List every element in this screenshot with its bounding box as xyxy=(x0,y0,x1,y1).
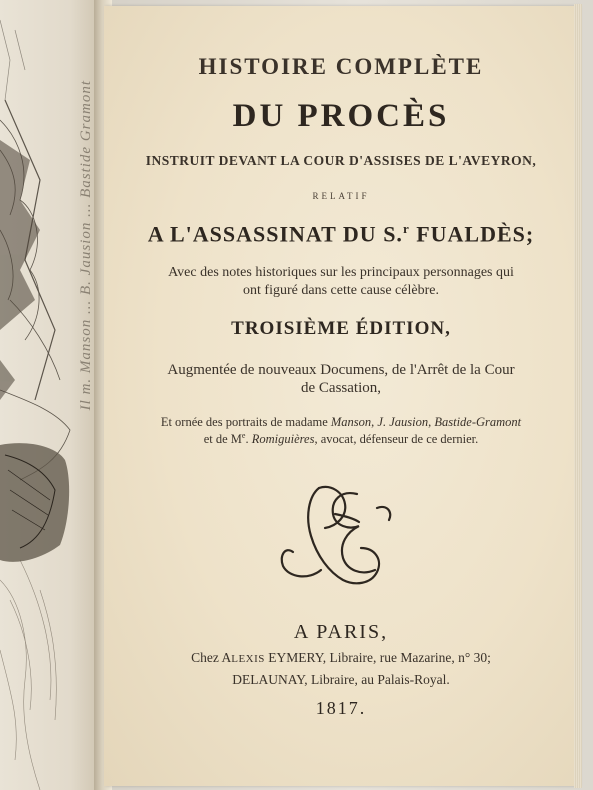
frontispiece-caption: Il m. Manson ... B. Jausion ... Bastide Gramont xyxy=(78,80,94,411)
assassinat-sup: r xyxy=(402,221,410,236)
monogram-ornament xyxy=(259,476,419,591)
subtitle-instruit: INSTRUIT DEVANT LA COUR D'ASSISES DE L'AVEYRON, xyxy=(145,153,537,168)
notes-line-2: ont figuré dans cette cause célèbre. xyxy=(243,283,439,298)
page-edges xyxy=(574,4,582,788)
publisher1-pre: Chez xyxy=(191,650,222,665)
subtitle-relatif: RELATIF xyxy=(312,191,370,201)
publisher1-name-a: A xyxy=(221,650,232,665)
title-page xyxy=(104,6,578,786)
ornee-bastide: Bastide-Gramont xyxy=(434,415,522,429)
ornee-sep2: , xyxy=(428,415,435,429)
publisher1-post: EYMERY, Libraire, rue Mazarine, n° 30; xyxy=(264,650,491,665)
ornee2-pre: et de M xyxy=(203,432,242,447)
publisher1-name-b: LEXIS xyxy=(231,653,265,665)
ornee-manson: Manson xyxy=(330,415,372,429)
edition-line: TROISIÈME ÉDITION, xyxy=(231,318,451,339)
title-line-histoire: HISTOIRE COMPLÈTE xyxy=(198,54,484,79)
assassinat-pre: A L'ASSASSINAT DU S. xyxy=(147,221,403,247)
ornee-jausion: J. Jausion xyxy=(377,415,429,429)
ornee-line-2 xyxy=(104,431,578,447)
ornee2-mid: . xyxy=(245,432,252,447)
ornee-pre: Et ornée des portraits de madame xyxy=(160,415,331,429)
notes-line-1: Avec des notes historiques sur les principaux personnages qui xyxy=(168,265,514,280)
imprint-year: 1817. xyxy=(315,698,367,718)
imprint-publisher-1 xyxy=(104,650,578,666)
imprint-city: A PARIS, xyxy=(293,621,389,643)
ornee2-post: , avocat, défenseur de ce dernier. xyxy=(314,432,479,447)
frontispiece-page xyxy=(0,0,100,790)
augmented-line-2: de Cassation, xyxy=(301,380,381,396)
imprint-publisher-2: DELAUNAY, Libraire, au Palais-Royal. xyxy=(232,672,450,687)
ornee-sep1: , xyxy=(371,415,378,429)
augmented-line-1: Augmentée de nouveaux Documens, de l'Arrêt de la Cour xyxy=(167,362,515,378)
ornee-line-1 xyxy=(104,415,578,430)
ornee2-romiguieres: Romiguières xyxy=(251,432,315,447)
ornee2-sup: e xyxy=(241,431,246,440)
assassinat-post: FUALDÈS; xyxy=(409,221,535,247)
engraving-dark-shape xyxy=(0,443,69,562)
title-line-assassinat xyxy=(104,221,578,247)
title-line-proces: DU PROCÈS xyxy=(232,98,450,134)
